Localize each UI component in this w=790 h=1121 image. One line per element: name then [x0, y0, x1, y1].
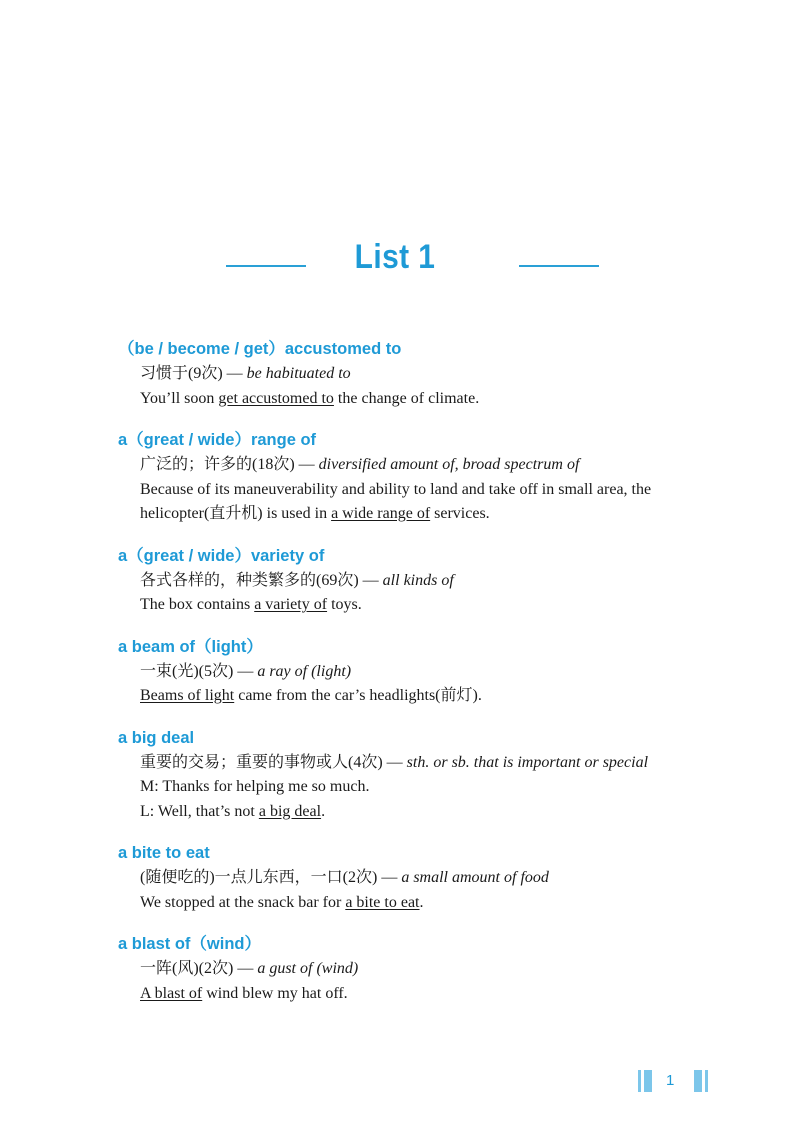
entry-definition [118, 453, 718, 478]
example-text: The box contains [140, 596, 255, 613]
example-sentence [118, 891, 718, 916]
example-sentence [118, 478, 718, 503]
example-text: . [321, 802, 326, 820]
vocab-entry [118, 635, 718, 709]
entry-phrase: a beam of（light） [118, 637, 263, 656]
page-footer [638, 1070, 710, 1092]
page-title: List 1 [354, 238, 436, 276]
footer-bar [705, 1070, 708, 1092]
entry-definition [118, 362, 718, 387]
example-sentence [118, 387, 718, 412]
vocab-entry [118, 726, 718, 825]
vocab-entry [118, 337, 718, 411]
example-sentence [118, 800, 718, 825]
definition-chinese: 重要的交易；重要的事物或人(4次) — [140, 753, 407, 771]
entry-definition [118, 957, 718, 982]
example-text: toys. [327, 596, 362, 613]
vocab-entry [118, 544, 718, 618]
example-text: You’ll soon [140, 389, 219, 407]
entry-phrase: （be / become / get）accustomed to [118, 340, 402, 358]
definition-chinese: (随便吃的)一点儿东西，一口(2次) — [140, 869, 402, 886]
example-highlight: a wide range of [331, 505, 431, 522]
example-sentence [118, 684, 718, 709]
definition-english: be habituated to [246, 365, 351, 382]
example-text: services. [430, 505, 490, 522]
definition-english: a gust of (wind) [257, 960, 359, 977]
entry-definition [118, 569, 718, 594]
footer-bar [694, 1070, 702, 1092]
entry-definition [118, 751, 718, 776]
definition-chinese: 一束(光)(5次) — [140, 662, 258, 680]
entry-definition [118, 866, 718, 891]
example-text: . [419, 893, 424, 911]
definition-english: all kinds of [382, 571, 454, 589]
example-highlight: A blast of [140, 984, 203, 1002]
example-sentence [118, 502, 718, 527]
example-sentence [118, 593, 718, 618]
example-text: helicopter(直升机) is used in [140, 505, 332, 522]
page-number: 1 [666, 1072, 675, 1089]
definition-english: a ray of (light) [257, 662, 352, 680]
definition-chinese: 广泛的；许多的(18次) — [140, 456, 319, 473]
example-text: L: Well, that’s not [140, 802, 259, 820]
footer-bar [638, 1070, 641, 1092]
definition-chinese: 习惯于(9次) — [140, 365, 247, 382]
footer-bar [644, 1070, 652, 1092]
example-highlight: get accustomed to [218, 389, 334, 407]
entry-phrase: a bite to eat [118, 844, 210, 862]
entry-definition [118, 660, 718, 685]
definition-english: diversified amount of, broad spectrum of [318, 456, 580, 473]
vocab-entry [118, 428, 718, 527]
definition-english: a small amount of food [401, 869, 549, 886]
example-text: the change of climate. [333, 389, 480, 407]
example-highlight: a variety of [254, 596, 328, 613]
vocab-entry [118, 841, 718, 915]
example-highlight: a big deal [258, 802, 322, 820]
title-rule-right [519, 265, 599, 267]
vocab-entry [118, 932, 718, 1006]
entry-phrase: a（great / wide）range of [118, 431, 317, 449]
definition-english: sth. or sb. that is important or special [406, 753, 649, 771]
example-text: Because of its maneuverability and ability to land and take off in small area, the [140, 480, 652, 498]
definition-chinese: 各式各样的，种类繁多的(69次) — [140, 571, 383, 589]
example-sentence [118, 982, 718, 1007]
entry-phrase: a big deal [118, 728, 195, 747]
example-text: We stopped at the snack bar for [140, 893, 346, 911]
example-highlight: Beams of light [140, 687, 235, 704]
example-highlight: a bite to eat [345, 893, 420, 911]
definition-chinese: 一阵(风)(2次) — [140, 960, 258, 977]
example-text: wind blew my hat off. [202, 984, 348, 1002]
example-sentence [118, 775, 718, 800]
entry-phrase: a（great / wide）variety of [118, 546, 325, 565]
example-text: came from the car’s headlights(前灯). [234, 687, 482, 704]
entry-list [118, 337, 718, 1023]
example-text: M: Thanks for helping me so much. [140, 778, 370, 795]
entry-phrase: a blast of（wind） [118, 935, 262, 953]
